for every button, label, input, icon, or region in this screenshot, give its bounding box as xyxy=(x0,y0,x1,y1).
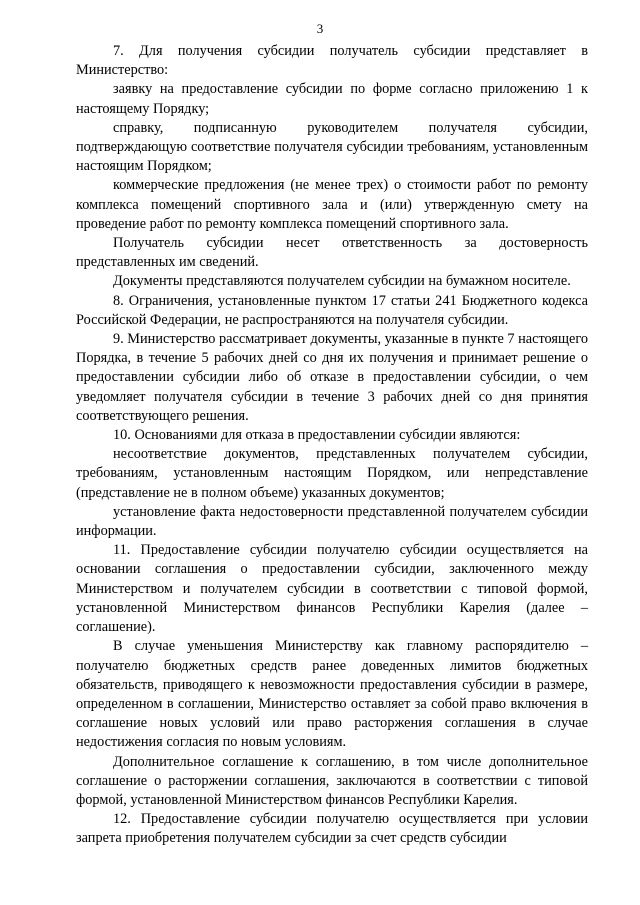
paragraph-7-commercial-offers: коммерческие предложения (не менее трех) о стоимости работ по ремонту комплекса помещений спортивного зала и (или) утвержденную смету на проведение работ по ремонту комплекса помещений спортивного зала. xyxy=(76,177,588,232)
paragraph-8: 8. Ограничения, установленные пунктом 17 статьи 241 Бюджетного кодекса Российской Федерации, не распространяются на получателя субсидии. xyxy=(76,292,588,328)
page-number: 3 xyxy=(316,21,324,36)
paragraph-11-limits-reduction: В случае уменьшения Министерству как главному распорядителю – получателю бюджетных средств ранее доведенных лимитов бюджетных обязательств, приводящего к невозможности предоставления субсидии в размере, определенном в соглашении, Министерство оставляет за собой право включения в соглашение новых условий или право расторжения соглашения в случае недостижения согласия по новым условиям. xyxy=(76,638,588,751)
paragraph-7: 7. Для получения субсидии получатель субсидии представляет в Министерство: xyxy=(76,43,588,79)
paragraph-10: 10. Основаниями для отказа в предоставлении субсидии являются: xyxy=(113,427,521,444)
paragraph-7-certificate: справку, подписанную руководителем получателя субсидии, подтверждающую соответствие получателя субсидии требованиям, установленным настоящим Порядком; xyxy=(76,119,588,175)
paragraph-7-paper-medium: Документы представляются получателем субсидии на бумажном носителе. xyxy=(113,273,571,290)
paragraph-7-application: заявку на предоставление субсидии по форме согласно приложению 1 к настоящему Порядку; xyxy=(76,81,588,117)
paragraph-11-additional-agreement: Дополнительное соглашение к соглашению, в том числе дополнительное соглашение о расторжении соглашения, заключаются в соответствии с типовой формой, установленной Министерством финансов Республики Карелия. xyxy=(76,753,588,808)
paragraph-9: 9. Министерство рассматривает документы, указанные в пункте 7 настоящего Порядка, в течение 5 рабочих дней со дня их получения и принимает решение о предоставлении субсидии либо об отказе в предоставлении субсидии, о чем уведомляет получателя субсидии в течение 3 рабочих дней со дня принятия соответствующего решения. xyxy=(76,331,588,424)
paragraph-10-unreliability: установление факта недостоверности представленной получателем субсидии информации. xyxy=(76,503,588,540)
paragraph-11: 11. Предоставление субсидии получателю субсидии осуществляется на основании соглашения о предоставлении субсидии, заключенного между Министерством и получателем субсидии в соответствии с типовой формой, установленной Министерством финансов Республики Карелия (далее – соглашение). xyxy=(76,542,588,636)
paragraph-7-responsibility: Получатель субсидии несет ответственность за достоверность представленных им сведений. xyxy=(76,235,588,271)
paragraph-12: 12. Предоставление субсидии получателю осуществляется при условии запрета приобретения получателем субсидии за счет средств субсидии xyxy=(76,811,588,847)
document-body xyxy=(76,42,588,849)
paragraph-10-nonconformity: несоответствие документов, представленных получателем субсидии, требованиям, установленным настоящим Порядком, или непредставление (представление не в полном объеме) указанных документов; xyxy=(76,446,588,501)
